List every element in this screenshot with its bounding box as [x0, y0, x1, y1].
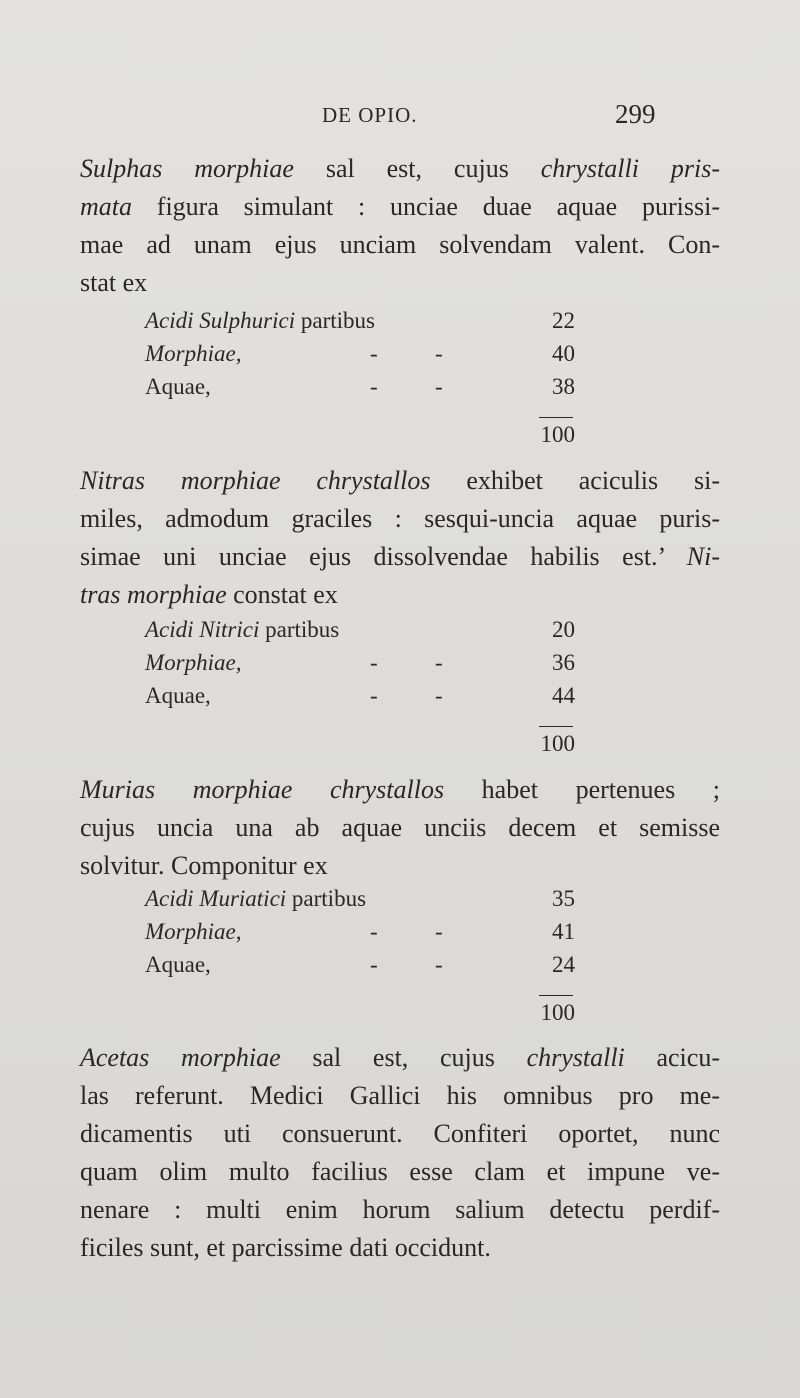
text-line	[80, 226, 720, 264]
text-run: figura simulant : unciae duae aquae purissi-	[132, 192, 720, 221]
ingredient-name: Morphiae,	[145, 919, 242, 944]
ingredient-name: Aquae,	[145, 374, 211, 399]
recipe-row	[145, 617, 575, 650]
sum-rule	[539, 995, 573, 996]
ingredient-quantity: 24	[552, 952, 575, 977]
leader-dash: -	[435, 341, 443, 366]
leader-dash: -	[370, 952, 378, 977]
text-run: dicamentis uti consuerunt. Confiteri oportet, nunc	[80, 1119, 720, 1148]
recipe-row	[145, 683, 575, 716]
italic-term: Murias morphiae chrystallos	[80, 775, 445, 804]
text-run: acicu-	[624, 1043, 720, 1072]
paragraph-nitras	[80, 462, 720, 614]
text-run: quam olim multo facilius esse clam et impune ve-	[80, 1157, 720, 1186]
leader-dash: -	[370, 650, 378, 675]
text-run: solvitur. Componitur ex	[80, 851, 328, 880]
recipe-row	[145, 650, 575, 683]
leader-dash: -	[435, 374, 443, 399]
recipe-nitras	[145, 617, 575, 756]
recipe-total: 100	[540, 422, 575, 447]
text-line	[80, 188, 720, 226]
text-line	[80, 1229, 720, 1267]
text-run: las referunt. Medici Gallici his omnibus pro me-	[80, 1081, 720, 1110]
recipe-row	[145, 341, 575, 374]
leader-dash: -	[370, 683, 378, 708]
recipe-row	[145, 374, 575, 407]
ingredient-name: Aquae,	[145, 683, 211, 708]
ingredient-name: Acidi Muriatici partibus	[145, 886, 367, 911]
ingredient-name: Morphiae,	[145, 341, 242, 366]
recipe-row	[145, 886, 575, 919]
ingredient-name: Acidi Sulphurici partibus	[145, 308, 375, 333]
ingredient-quantity: 38	[552, 374, 575, 399]
text-line	[80, 264, 720, 302]
paragraph-murias	[80, 771, 720, 885]
text-line	[80, 847, 720, 885]
italic-term: Ni-	[686, 542, 720, 571]
text-line	[80, 150, 720, 188]
leader-dash: -	[435, 952, 443, 977]
italic-term: tras morphiae	[80, 580, 227, 609]
text-run: ficiles sunt, et parcissime dati occidunt.	[80, 1233, 491, 1262]
text-line	[80, 500, 720, 538]
recipe-total: 100	[540, 1000, 575, 1025]
text-line	[80, 1077, 720, 1115]
recipe-murias	[145, 886, 575, 1025]
leader-dash: -	[370, 919, 378, 944]
sum-rule	[539, 417, 573, 418]
text-line	[80, 1153, 720, 1191]
text-run: simae uni unciae ejus dissolvendae habilis est.’	[80, 542, 687, 571]
ingredient-quantity: 44	[552, 683, 575, 708]
leader-dash: -	[370, 374, 378, 399]
ingredient-name: Aquae,	[145, 952, 211, 977]
leader-dash: -	[370, 341, 378, 366]
text-run: exhibet aciculis si-	[430, 466, 720, 495]
italic-term: Sulphas morphiae	[80, 154, 294, 183]
ingredient-name: Acidi Nitrici partibus	[145, 617, 340, 642]
italic-term: Acetas morphiae	[80, 1043, 281, 1072]
paragraph-sulphas	[80, 150, 720, 302]
text-line	[80, 462, 720, 500]
text-run: sal est, cujus	[293, 154, 541, 183]
ingredient-quantity: 36	[552, 650, 575, 675]
leader-dash: -	[435, 919, 443, 944]
running-head: DE OPIO.	[322, 103, 418, 127]
recipe-total: 100	[540, 731, 575, 756]
ingredient-quantity: 41	[552, 919, 575, 944]
text-line	[80, 1191, 720, 1229]
paragraph-acetas	[80, 1039, 720, 1267]
italic-term: chrystalli	[526, 1043, 625, 1072]
ingredient-name: Morphiae,	[145, 650, 242, 675]
recipe-row	[145, 952, 575, 985]
text-run: habet pertenues ;	[444, 775, 720, 804]
ingredient-quantity: 40	[552, 341, 575, 366]
text-run: nenare : multi enim horum salium detectu perdif-	[80, 1195, 720, 1224]
text-run: cujus uncia una ab aquae unciis decem et semisse	[80, 813, 720, 842]
sum-rule	[539, 726, 573, 727]
leader-dash: -	[435, 683, 443, 708]
text-line	[80, 1115, 720, 1153]
recipe-row	[145, 308, 575, 341]
page-header	[0, 99, 800, 137]
italic-term: mata	[80, 192, 132, 221]
text-line	[80, 576, 720, 614]
text-line	[80, 538, 720, 576]
text-line	[80, 771, 720, 809]
text-run: sal est, cujus	[280, 1043, 527, 1072]
text-run: constat ex	[226, 580, 338, 609]
ingredient-quantity: 22	[552, 308, 575, 333]
recipe-sulphas	[145, 308, 575, 447]
italic-term: Nitras morphiae chrystallos	[80, 466, 431, 495]
text-line	[80, 809, 720, 847]
text-run: stat ex	[80, 268, 148, 297]
ingredient-quantity: 20	[552, 617, 575, 642]
italic-term: chrystalli pris-	[540, 154, 720, 183]
text-line	[80, 1039, 720, 1077]
recipe-row	[145, 919, 575, 952]
leader-dash: -	[435, 650, 443, 675]
page-number: 299	[615, 99, 656, 129]
ingredient-quantity: 35	[552, 886, 575, 911]
text-run: miles, admodum graciles : sesqui-uncia aquae puris-	[80, 504, 720, 533]
text-run: mae ad unam ejus unciam solvendam valent. Con-	[80, 230, 720, 259]
